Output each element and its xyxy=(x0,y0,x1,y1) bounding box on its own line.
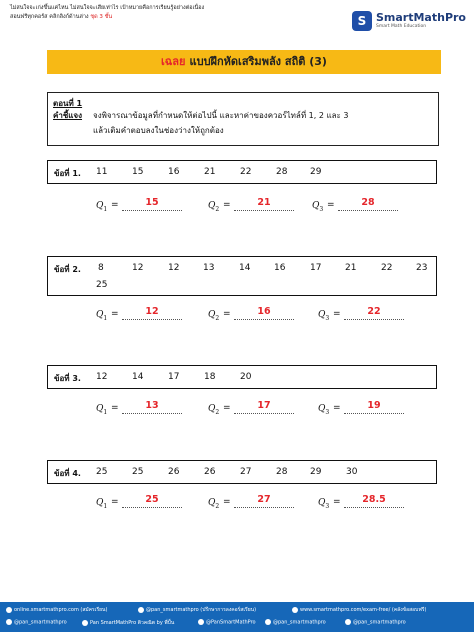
equals-sign: = xyxy=(223,200,231,210)
footer-facebook[interactable]: Pan SmartMathPro ติวคณิต by พี่ปั้น xyxy=(82,619,174,627)
answer-line xyxy=(122,210,182,211)
answer-line xyxy=(338,210,398,211)
data-value: 11 xyxy=(96,167,108,177)
footer-twitter[interactable]: @pan_smartmathpro xyxy=(265,619,326,626)
twitter-icon xyxy=(198,619,204,625)
facebook-icon xyxy=(82,620,88,626)
data-value: 21 xyxy=(345,263,357,273)
question-4-data-box xyxy=(47,460,437,484)
question-label: ข้อที่ 4. xyxy=(54,469,81,478)
data-value: 17 xyxy=(168,372,180,382)
data-value: 12 xyxy=(96,372,108,382)
x-icon xyxy=(265,619,271,625)
footer-tiktok[interactable]: @pan_smartmathpro xyxy=(345,619,406,626)
q1-value: 25 xyxy=(145,494,159,505)
data-value: 20 xyxy=(240,372,252,382)
data-value: 15 xyxy=(132,167,144,177)
data-value: 21 xyxy=(204,167,216,177)
equals-sign: = xyxy=(111,403,119,413)
q3-answer xyxy=(318,306,408,322)
instagram-icon xyxy=(6,619,12,625)
data-value: 30 xyxy=(346,467,358,477)
q1-symbol: $Q_1$ xyxy=(96,404,108,416)
q2-value: 17 xyxy=(257,400,271,411)
q2-symbol: $Q_2$ xyxy=(208,310,220,322)
answer-line xyxy=(344,413,404,414)
equals-sign: = xyxy=(111,200,119,210)
q2-symbol: $Q_2$ xyxy=(208,498,220,510)
data-value: 28 xyxy=(276,167,288,177)
data-value: 27 xyxy=(240,467,252,477)
title-accent: เฉลย xyxy=(161,55,186,68)
answer-line xyxy=(344,319,404,320)
equals-sign: = xyxy=(327,200,335,210)
question-label: ข้อที่ 3. xyxy=(54,374,81,383)
q1-value: 13 xyxy=(145,400,159,411)
q3-answer xyxy=(312,197,402,213)
q1-symbol: $Q_1$ xyxy=(96,498,108,510)
part-label: ตอนที่ 1 xyxy=(53,99,83,108)
equals-sign: = xyxy=(333,403,341,413)
q1-answer xyxy=(96,494,186,510)
q2-answer xyxy=(208,400,298,416)
question-label: ข้อที่ 1. xyxy=(54,169,81,178)
question-3-answers xyxy=(0,400,474,420)
data-value: 18 xyxy=(204,372,216,382)
answer-line xyxy=(234,413,294,414)
answer-line xyxy=(344,507,404,508)
data-value: 29 xyxy=(310,167,322,177)
answer-line xyxy=(122,413,182,414)
question-label: ข้อที่ 2. xyxy=(54,265,81,274)
instruction-line-1: จงพิจารณาข้อมูลที่กำหนดให้ต่อไปนี้ และหาค่าของควอร์ไทล์ที่ 1, 2 และ 3 xyxy=(93,111,349,120)
q3-symbol: $Q_3$ xyxy=(318,498,330,510)
data-value: 25 xyxy=(132,467,144,477)
data-value: 25 xyxy=(96,467,108,477)
globe-icon xyxy=(292,607,298,613)
data-value: 23 xyxy=(416,263,428,273)
data-value: 26 xyxy=(168,467,180,477)
data-value: 28 xyxy=(276,467,288,477)
header-note-line2: สอนฟรีทุกคอร์ส คลิกลิงก์ด้านล่าง ชุด 3 ชั้น xyxy=(10,14,113,20)
question-1-answers xyxy=(0,197,474,217)
data-value: 17 xyxy=(310,263,322,273)
q3-value: 22 xyxy=(367,306,381,317)
q3-answer xyxy=(318,400,408,416)
equals-sign: = xyxy=(111,497,119,507)
header-note xyxy=(10,4,310,22)
footer-website[interactable]: online.smartmathpro.com (สมัครเรียน) xyxy=(6,606,107,614)
q1-answer xyxy=(96,306,186,322)
footer-facebook-2[interactable]: @PanSmartMathPro xyxy=(198,619,256,626)
footer-contact-bar xyxy=(0,602,474,632)
q1-answer xyxy=(96,400,186,416)
q3-value: 28 xyxy=(361,197,375,208)
q2-value: 21 xyxy=(257,197,271,208)
q1-symbol: $Q_1$ xyxy=(96,310,108,322)
q3-value: 28.5 xyxy=(362,494,386,505)
q3-symbol: $Q_3$ xyxy=(318,310,330,322)
data-value: 12 xyxy=(132,263,144,273)
footer-instagram[interactable]: @pan_smartmathpro (ปรึกษาการลงคอร์สเรียน) xyxy=(138,606,256,614)
q1-answer xyxy=(96,197,186,213)
question-1-data-box xyxy=(47,160,437,184)
question-4-answers xyxy=(0,494,474,514)
data-value: 14 xyxy=(239,263,251,273)
equals-sign: = xyxy=(111,309,119,319)
data-value: 13 xyxy=(203,263,215,273)
instruction-line-2: แล้วเติมคำตอบลงในช่องว่างให้ถูกต้อง xyxy=(93,126,224,135)
q2-answer xyxy=(208,197,298,213)
data-value: 22 xyxy=(381,263,393,273)
q2-answer xyxy=(208,494,298,510)
q2-symbol: $Q_2$ xyxy=(208,201,220,213)
q3-answer xyxy=(318,494,408,510)
equals-sign: = xyxy=(223,497,231,507)
data-value: 29 xyxy=(310,467,322,477)
data-value: 14 xyxy=(132,372,144,382)
header-note-line1: ไม่สนใจจะเก่งขึ้นแค่ไหน ไม่สนใจจะเสียเท่าไร เป้าหมายคือการเรียนรู้อย่างต่อเนื่อง xyxy=(10,5,205,11)
answer-line xyxy=(122,507,182,508)
answer-line xyxy=(234,210,294,211)
logo-icon: S xyxy=(352,11,372,31)
q1-value: 12 xyxy=(145,306,159,317)
q3-symbol: $Q_3$ xyxy=(312,201,324,213)
tiktok-icon xyxy=(345,619,351,625)
smartmathpro-logo xyxy=(352,10,464,32)
question-2-answers xyxy=(0,306,474,326)
question-2-data-box xyxy=(47,256,437,296)
answer-line xyxy=(122,319,182,320)
title-text: แบบฝึกหัดเสริมพลัง สถิติ (3) xyxy=(189,55,327,68)
logo-name: SmartMathPro xyxy=(376,11,466,24)
q1-value: 15 xyxy=(145,197,159,208)
data-value: 8 xyxy=(98,263,104,273)
equals-sign: = xyxy=(223,309,231,319)
question-3-data-box xyxy=(47,365,437,389)
q3-symbol: $Q_3$ xyxy=(318,404,330,416)
footer-instagram-2[interactable]: @pan_smartmathpro xyxy=(6,619,67,626)
equals-sign: = xyxy=(333,497,341,507)
data-value: 26 xyxy=(204,467,216,477)
logo-subtitle: Smart Math Education xyxy=(376,24,427,29)
page-title xyxy=(47,50,441,74)
globe-icon xyxy=(6,607,12,613)
q2-answer xyxy=(208,306,298,322)
data-value: 25 xyxy=(96,280,108,290)
q2-value: 16 xyxy=(257,306,271,317)
q1-symbol: $Q_1$ xyxy=(96,201,108,213)
q3-value: 19 xyxy=(367,400,381,411)
instruction-label: คำชี้แจง xyxy=(53,111,83,120)
answer-line xyxy=(234,319,294,320)
data-value: 16 xyxy=(168,167,180,177)
footer-exam-link[interactable]: www.smartmathpro.com/exam-free/ (คลังข้อสอบฟรี) xyxy=(292,606,427,614)
data-value: 16 xyxy=(274,263,286,273)
line-icon xyxy=(138,607,144,613)
q2-symbol: $Q_2$ xyxy=(208,404,220,416)
q2-value: 27 xyxy=(257,494,271,505)
equals-sign: = xyxy=(333,309,341,319)
instruction-box xyxy=(47,92,439,146)
answer-line xyxy=(234,507,294,508)
data-value: 22 xyxy=(240,167,252,177)
page-mark: ชุด 3 ชั้น xyxy=(90,14,113,20)
data-value: 12 xyxy=(168,263,180,273)
equals-sign: = xyxy=(223,403,231,413)
